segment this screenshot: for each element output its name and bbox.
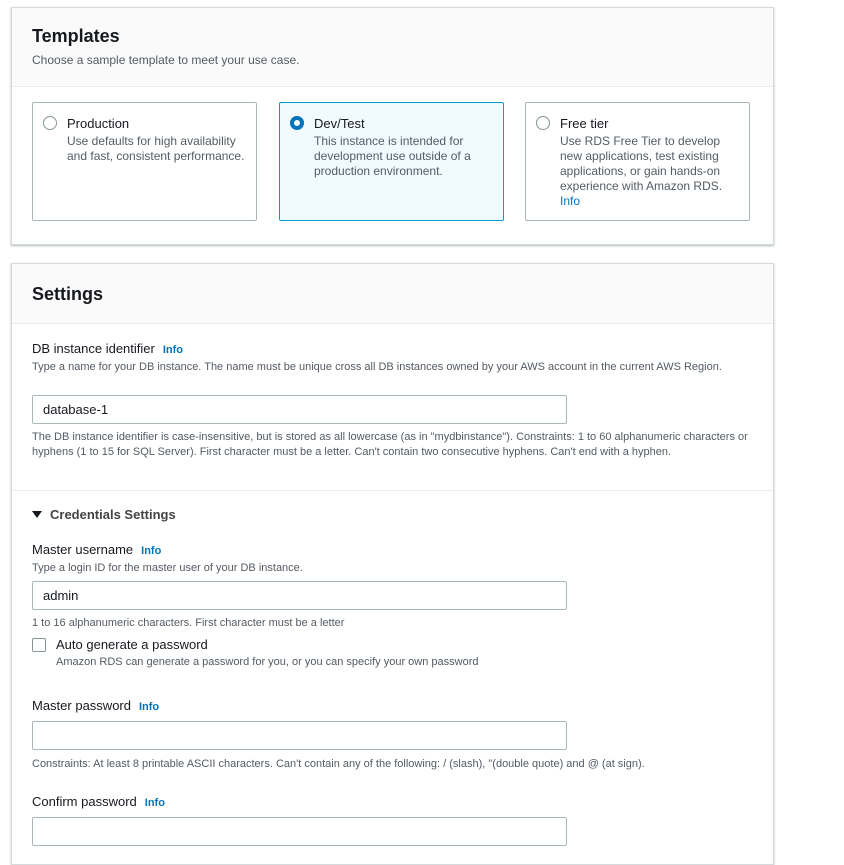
freetier-radio[interactable]: [536, 116, 550, 130]
auto-generate-password-description: Amazon RDS can generate a password for you, or you can specify your own password: [56, 656, 479, 668]
master-username-description: Type a login ID for the master user of your DB instance.: [32, 562, 303, 574]
master-username-constraint: 1 to 16 alphanumeric characters. First character must be a letter: [32, 617, 345, 629]
db-identifier-label-row: [32, 341, 183, 356]
db-identifier-constraint: The DB instance identifier is case-insensitive, but is stored as all lowercase (as in "mydbinstance"). Constraints: 1 to 60 alphanumeric characters or hyphens (1 to 15 for SQL Server). First character must be a letter. Can't contain two consecutive hyphens. Can't end with a hyphen.: [32, 431, 748, 458]
templates-header: [12, 8, 773, 87]
confirm-password-label: Confirm password: [32, 794, 137, 809]
freetier-description: Use RDS Free Tier to develop new applications, test existing applications, or gain hands-on experience with Amazon RDS.: [560, 134, 723, 193]
production-title: Production: [67, 116, 130, 131]
credentials-settings-title: Credentials Settings: [50, 507, 176, 522]
devtest-description: This instance is intended for development use outside of a production environment.: [314, 134, 471, 178]
master-password-info-link[interactable]: Info: [138, 701, 160, 713]
templates-panel: [11, 7, 774, 245]
production-radio[interactable]: [43, 116, 57, 130]
settings-header: [12, 264, 773, 324]
master-password-constraint: Constraints: At least 8 printable ASCII characters. Can't contain any of the following: / (slash), "(double quote) and @ (at sign).: [32, 758, 645, 770]
confirm-password-input[interactable]: [32, 817, 567, 846]
auto-generate-password-checkbox[interactable]: [32, 638, 46, 652]
template-devtest-tile[interactable]: [279, 102, 504, 221]
auto-generate-password-label: Auto generate a password: [56, 637, 208, 652]
template-production-tile[interactable]: [32, 102, 257, 221]
template-freetier-tile[interactable]: [525, 102, 750, 221]
freetier-description-block: [560, 134, 738, 209]
caret-down-icon: [32, 511, 42, 518]
production-description: Use defaults for high availability and fast, consistent performance.: [67, 134, 245, 163]
confirm-password-label-row: [32, 794, 165, 809]
devtest-title: Dev/Test: [314, 116, 365, 131]
settings-panel: [11, 263, 774, 865]
confirm-password-info-link[interactable]: Info: [144, 797, 165, 809]
db-identifier-label: DB instance identifier: [32, 341, 155, 356]
db-identifier-input[interactable]: [32, 395, 567, 424]
db-identifier-info-link[interactable]: Info: [162, 344, 184, 356]
section-divider: [12, 490, 773, 491]
master-username-label: Master username: [32, 542, 134, 557]
templates-title: Templates: [32, 26, 120, 46]
credentials-settings-toggle[interactable]: [32, 507, 176, 522]
templates-description: Choose a sample template to meet your use case.: [32, 53, 300, 67]
master-password-label: Master password: [32, 698, 131, 713]
db-identifier-description: Type a name for your DB instance. The name must be unique cross all DB instances owned by your AWS account in the current AWS Region.: [32, 361, 722, 373]
freetier-info-link[interactable]: Info: [560, 194, 581, 208]
master-username-input[interactable]: [32, 581, 567, 610]
master-password-label-row: [32, 698, 159, 713]
master-username-label-row: [32, 542, 161, 557]
master-password-input[interactable]: [32, 721, 567, 750]
settings-title: Settings: [32, 284, 104, 304]
master-username-info-link[interactable]: Info: [141, 545, 162, 557]
freetier-title: Free tier: [560, 116, 609, 131]
devtest-radio[interactable]: [290, 116, 304, 130]
